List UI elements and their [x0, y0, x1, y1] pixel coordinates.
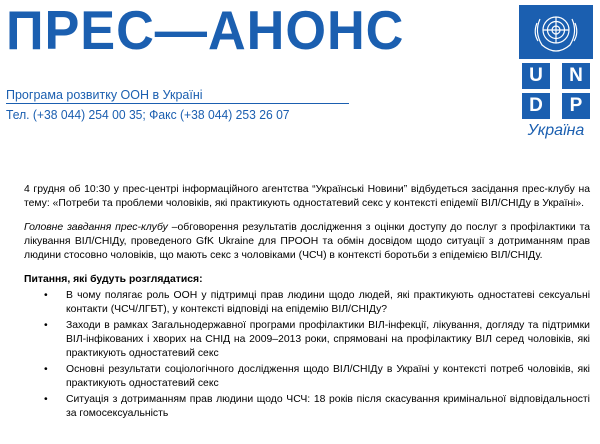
questions-list — [24, 289, 590, 421]
list-item — [24, 319, 590, 361]
undp-logo — [519, 5, 593, 123]
header-divider — [6, 103, 349, 104]
list-item — [24, 363, 590, 391]
bullet-icon: • — [44, 364, 48, 375]
task-text: –обговорення результатів дослідження з оцінки доступу до послуг з профілактики та лікування ВІЛ/СНІДу, проведеного GfK Ukraine для ПРООН та обмін досвідом щодо ситуації з дотриманням прав людини стосовно чоловіків, що мають секс з чоловіками (ЧСЧ) в контексті боротьби з епідемією ВІЛ/СНІДу. — [24, 222, 590, 261]
bullet-icon: • — [44, 394, 48, 405]
logo-letter-p: P — [562, 93, 590, 119]
list-item — [24, 393, 590, 421]
questions-heading: Питання, які будуть розглядатися: — [24, 274, 203, 285]
question-text: В чому полягає роль ООН у підтримці прав людини щодо людей, які практикують одностатеві сексуальні контакти (ЧСЧ/ЛГБТ), у контексті відповіді на епідемію ВІЛ/СНІДу? — [66, 290, 590, 315]
task-paragraph — [24, 221, 590, 263]
list-item — [24, 289, 590, 317]
press-release-title: ПРЕС—АНОНС — [6, 0, 405, 61]
task-lead: Головне завдання прес-клубу — [24, 222, 168, 233]
release-body — [24, 183, 590, 423]
bullet-icon: • — [44, 320, 48, 331]
contact-info: Тел. (+38 044) 254 00 35; Факс (+38 044) 253 26 07 — [6, 108, 290, 122]
logo-letter-u: U — [522, 63, 550, 89]
bullet-icon: • — [44, 290, 48, 301]
organization-name: Програма розвитку ООН в Україні — [6, 88, 203, 102]
logo-letter-d: D — [522, 93, 550, 119]
question-text: Заходи в рамках Загальнодержавної програми профілактики ВІЛ-інфекції, лікування, догляду та підтримки ВІЛ-інфікованих і хворих на СНІД на 2009–2013 роки, спрямовані на профілактику ВІЛ серед чоловіків, які практикують одностатевий секс — [66, 320, 590, 359]
question-text: Ситуація з дотриманням прав людини щодо ЧСЧ: 18 років після скасування кримінальної відповідальності за гомосексуальність — [66, 394, 590, 419]
logo-letter-n: N — [562, 63, 590, 89]
question-text: Основні результати соціологічного дослідження щодо ВІЛ/СНІДу в Україні у контексті потреб чоловіків, які практикують одностатевий секс — [66, 364, 590, 389]
intro-paragraph: 4 грудня об 10:30 у прес-центрі інформаційного агентства “Українські Новини” відбудеться засідання прес-клубу на тему: «Потреби та проблеми чоловіків, які практикують одностатевий секс у контексті епідемії ВІЛ/СНІДу в Україні». — [24, 184, 590, 209]
logo-country: Україна — [527, 122, 585, 139]
un-emblem-icon — [519, 5, 593, 59]
